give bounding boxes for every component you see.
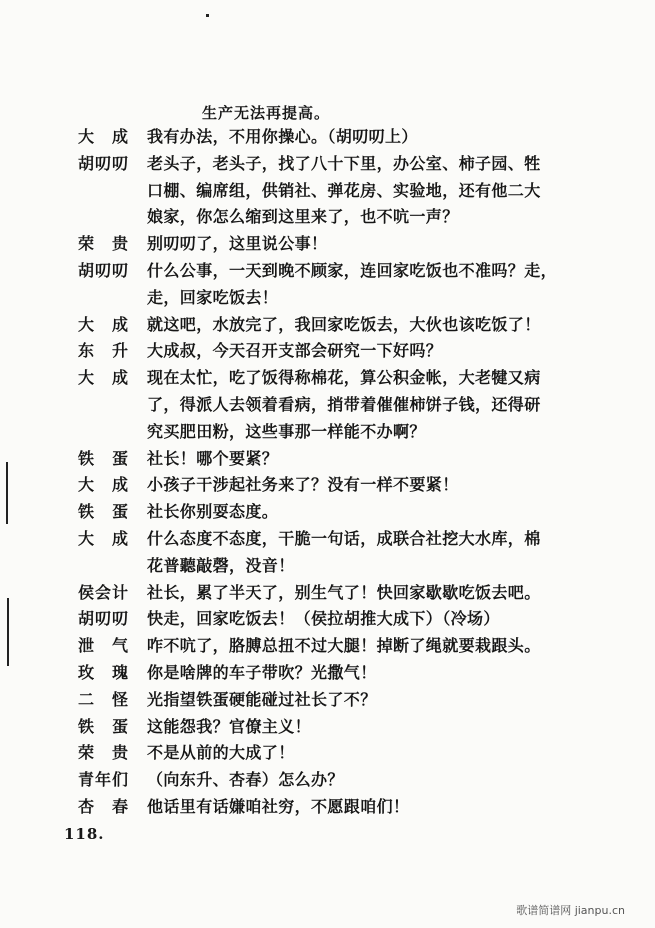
dialogue-line — [0, 660, 655, 688]
speaker-name: 胡叨叨 — [78, 609, 130, 629]
dialogue-text: （向东升、杏春）怎么办？ — [147, 770, 344, 790]
speaker-name: 大 成 — [78, 475, 130, 495]
dialogue-line — [0, 526, 655, 554]
dialogue-line — [0, 124, 655, 152]
dialogue-line — [0, 767, 655, 795]
dialogue-text: 别叨叨了，这里说公事！ — [147, 234, 328, 254]
page-number: 118. — [64, 825, 105, 843]
dialogue-line — [0, 392, 655, 420]
dialogue-text: 大成叔，今天召开支部会研究一下好吗？ — [147, 341, 443, 361]
dialogue-text: 不是从前的大成了！ — [147, 743, 295, 763]
dialogue-text: 口棚、编席组，供销社、弹花房、实验地，还有他二大 — [147, 180, 541, 200]
dialogue-line — [0, 553, 655, 581]
dialogue-line — [0, 312, 655, 340]
dialogue-text: 花普聽敲磬，没音！ — [147, 555, 295, 575]
watermark: 歌谱简谱网 jianpu.cn — [516, 904, 625, 917]
speaker-name: 大 成 — [78, 314, 130, 334]
dialogue-text: 这能怨我？官僚主义！ — [147, 716, 312, 736]
speaker-name: 东 升 — [78, 341, 130, 361]
dialogue-text: 快走，回家吃饭去！（侯拉胡推大成下）（冷场） — [147, 609, 500, 629]
dialogue-line — [0, 365, 655, 393]
speaker-name: 青年们 — [78, 770, 130, 790]
dialogue-line — [0, 714, 655, 742]
dialogue-line — [0, 151, 655, 179]
dialogue-text: 社长！哪个要紧？ — [147, 448, 279, 468]
speaker-name: 大 成 — [78, 529, 130, 548]
dialogue-line — [0, 338, 655, 366]
dialogue-line — [0, 231, 655, 259]
speaker-name: 铁 蛋 — [78, 716, 130, 736]
dialogue-text: 老头子，老头子，找了八十下里，办公室、柿子园、牲 — [147, 153, 541, 173]
dialogue-line — [0, 687, 655, 715]
speaker-name: 杏 春 — [78, 797, 130, 816]
dialogue-line — [0, 258, 655, 286]
dialogue-text: 咋不吭了，胳膊总扭不过大腿！掉断了绳就要栽跟头。 — [147, 636, 541, 656]
dialogue-text: 了，得派人去领着看病，捎带着催催柿饼子钱，还得研 — [147, 395, 541, 414]
scan-speck — [206, 14, 209, 17]
dialogue-text: 你是啥牌的车子带吹？光撒气！ — [147, 663, 377, 682]
dialogue-text: 什么公事，一天到晚不顾家，连回家吃饭也不准吗？走， — [147, 261, 558, 280]
dialogue-text: 他话里有话嫌咱社穷，不愿跟咱们！ — [147, 797, 410, 816]
dialogue-line — [0, 285, 655, 313]
dialogue-text: 光指望铁蛋硬能碰过社长了不？ — [147, 689, 377, 709]
speaker-name: 荣 贵 — [78, 743, 130, 763]
dialogue-line — [0, 419, 655, 447]
dialogue-line — [0, 472, 655, 500]
dialogue-text: 现在太忙，吃了饭得称棉花，算公积金帐，大老犍又病 — [147, 368, 541, 388]
dialogue-text: 我有办法，不用你操心。（胡叨叨上） — [147, 127, 418, 146]
speaker-name: 二 怪 — [78, 689, 130, 709]
speaker-name: 大 成 — [78, 127, 130, 146]
speaker-name: 胡叨叨 — [78, 153, 130, 173]
dialogue-text: 小孩子干涉起社务来了？没有一样不要紧！ — [147, 475, 459, 495]
dialogue-text: 娘家，你怎么缩到这里来了，也不吭一声？ — [147, 207, 459, 227]
speaker-name: 铁 蛋 — [78, 448, 130, 468]
dialogue-text: 究买肥田粉，这些事那一样能不办啊？ — [147, 421, 426, 441]
dialogue-text: 就这吧，水放完了，我回家吃饭去，大伙也该吃饭了！ — [147, 314, 541, 334]
dialogue-text: 社长，累了半天了，别生气了！快回家歇歇吃饭去吧。 — [147, 582, 541, 602]
dialogue-text: 什么态度不态度，干脆一句话，成联合社挖大水库，棉 — [147, 529, 541, 548]
dialogue-line — [0, 499, 655, 527]
dialogue-line — [0, 740, 655, 768]
dialogue-text: 社长你别耍态度。 — [147, 502, 279, 522]
speaker-name: 大 成 — [78, 368, 130, 388]
speaker-name: 荣 贵 — [78, 234, 130, 254]
dialogue-text: 走，回家吃饭去！ — [147, 287, 279, 307]
dialogue-line — [0, 794, 655, 822]
dialogue-line — [0, 633, 655, 661]
speaker-name: 铁 蛋 — [78, 502, 130, 522]
dialogue-line — [0, 204, 655, 232]
speaker-name: 侯会计 — [78, 582, 130, 602]
dialogue-line — [0, 580, 655, 608]
speaker-name: 玫 瑰 — [78, 663, 130, 682]
speaker-name: 胡叨叨 — [78, 261, 130, 280]
intro-line: 生产无法再提高。 — [202, 104, 331, 122]
dialogue-line — [0, 178, 655, 206]
dialogue-line — [0, 446, 655, 474]
speaker-name: 泄 气 — [78, 636, 130, 656]
dialogue-line — [0, 606, 655, 634]
